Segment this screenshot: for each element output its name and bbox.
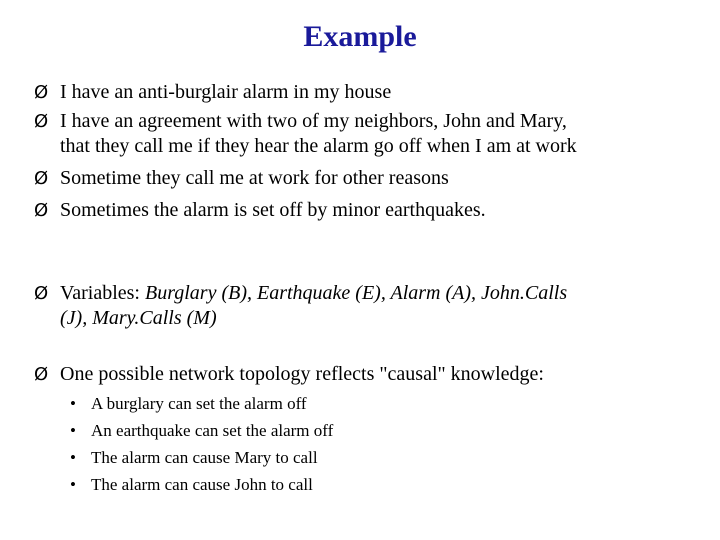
list-item-text: An earthquake can set the alarm off [91,421,334,440]
bullet-text-continuation: that they call me if they hear the alarm go off when I am at work [60,135,577,157]
bullet-text: Sometime they call me at work for other reasons [60,167,449,189]
variables-label: Variables: [60,282,145,304]
list-item [70,444,333,471]
bullet-text: Sometimes the alarm is set off by minor earthquakes. [60,199,486,221]
dot-bullet-icon: • [70,448,76,467]
list-item [70,417,333,444]
variables-list: Burglary (B), Earthquake (E), Alarm (A), John.Calls [144,282,568,304]
bullet-4 [34,198,704,223]
list-item [70,390,333,417]
arrow-bullet-icon: Ø [34,82,49,103]
bullet-text: I have an agreement with two of my neighbors, John and Mary, [60,110,567,132]
bullet-text: I have an anti-burglair alarm in my house [60,81,392,103]
arrow-bullet-icon: Ø [34,283,49,304]
arrow-bullet-icon: Ø [34,364,49,385]
variables-bullet [34,281,704,331]
arrow-bullet-icon: Ø [34,111,49,132]
variables-list-continuation: (J), Mary.Calls (M) [60,307,217,329]
list-item [70,471,333,498]
bullet-2 [34,109,704,159]
list-item-text: The alarm can cause Mary to call [91,448,318,467]
topology-bullet [34,362,704,387]
topology-sublist [70,390,333,498]
dot-bullet-icon: • [70,394,76,413]
bullet-3 [34,166,704,191]
arrow-bullet-icon: Ø [34,200,49,221]
bullet-1 [34,80,704,105]
list-item-text: The alarm can cause John to call [91,475,313,494]
dot-bullet-icon: • [70,475,76,494]
topology-heading: One possible network topology reflects "causal" knowledge: [60,363,544,385]
arrow-bullet-icon: Ø [34,168,49,189]
list-item-text: A burglary can set the alarm off [91,394,307,413]
dot-bullet-icon: • [70,421,76,440]
variables-text [60,281,704,331]
slide-title: Example [303,20,417,53]
